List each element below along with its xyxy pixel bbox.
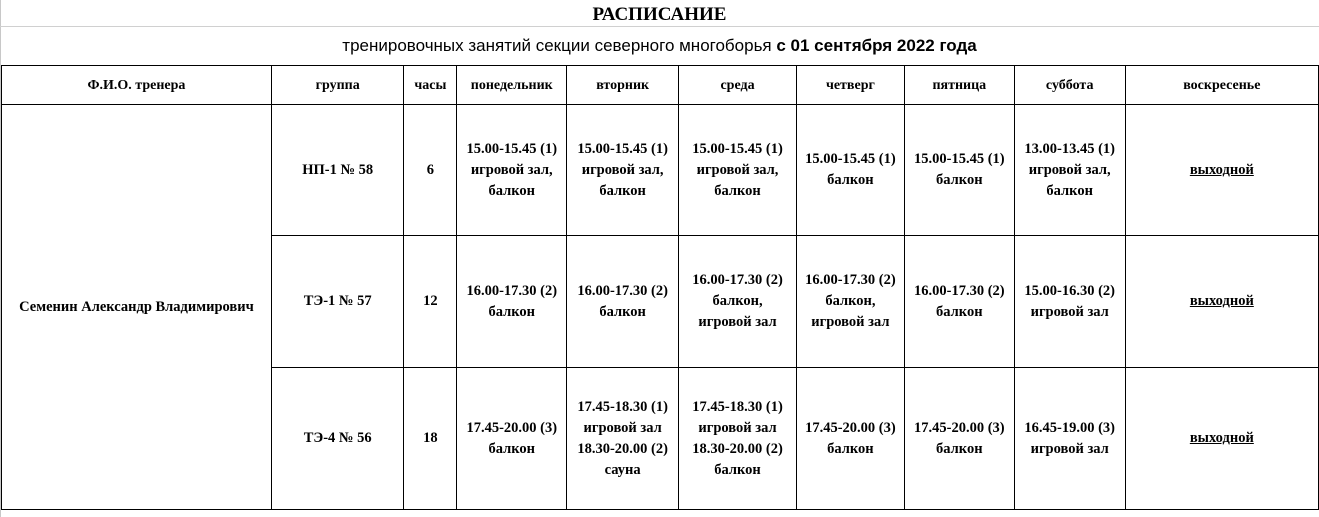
- cell-line: 15.00-16.30 (2): [1024, 282, 1115, 299]
- subtitle-plain: тренировочных занятий секции северного многоборья: [342, 36, 777, 55]
- cell-line: балкон,: [712, 293, 763, 309]
- cell-line: игровой зал,: [1028, 161, 1111, 178]
- sunday-cell: [1125, 368, 1318, 510]
- col-header-wednesday: среда: [679, 66, 797, 105]
- cell-line: сауна: [604, 461, 641, 478]
- wednesday-cell: [679, 105, 797, 236]
- cell-line: балкон: [827, 440, 874, 457]
- wednesday-cell: [679, 368, 797, 510]
- schedule-table: [1, 65, 1319, 510]
- col-header-sunday: воскресенье: [1125, 66, 1318, 105]
- hours-cell: 18: [404, 368, 457, 510]
- cell-line: 16.00-17.30 (2): [913, 282, 1005, 299]
- sunday-cell: [1125, 236, 1318, 368]
- cell-line: балкон: [1046, 182, 1093, 199]
- friday-cell: [904, 105, 1014, 236]
- day-off-label: выходной: [1189, 161, 1254, 178]
- cell-line: игровой зал,: [696, 161, 779, 178]
- cell-line: игровой зал: [698, 419, 777, 436]
- cell-line: игровой зал,: [470, 161, 553, 178]
- cell-line: 16.00-17.30 (2): [466, 282, 558, 299]
- friday-cell: [904, 368, 1014, 510]
- cell-line: балкон: [714, 182, 761, 199]
- cell-line: балкон: [599, 303, 646, 320]
- cell-line: 15.00-15.45 (1): [577, 140, 668, 157]
- cell-line: балкон,: [825, 293, 876, 309]
- title-text: РАСПИСАНИЕ: [592, 4, 727, 25]
- thursday-cell: [796, 236, 904, 368]
- page-subtitle: [0, 27, 1319, 65]
- table-row: [2, 105, 1319, 236]
- cell-line: 17.45-20.00 (3): [913, 419, 1005, 436]
- cell-line: 17.45-20.00 (3): [466, 419, 558, 436]
- cell-line: 15.00-15.45 (1): [692, 140, 783, 157]
- monday-cell: [457, 105, 567, 236]
- cell-line: игровой зал,: [581, 161, 664, 178]
- cell-line: игровой зал: [1030, 303, 1109, 320]
- cell-line: балкон: [488, 182, 536, 199]
- col-header-saturday: суббота: [1014, 66, 1125, 105]
- group-cell: НП-1 № 58: [271, 105, 403, 236]
- group-cell: ТЭ-4 № 56: [271, 368, 403, 510]
- cell-line: балкон: [714, 461, 761, 478]
- day-off-label: выходной: [1189, 293, 1254, 309]
- cell-line: 17.45-20.00 (3): [805, 419, 896, 436]
- col-header-tuesday: вторник: [567, 66, 679, 105]
- cell-line: балкон: [936, 303, 983, 320]
- saturday-cell: [1014, 368, 1125, 510]
- saturday-cell: [1014, 105, 1125, 236]
- thursday-cell: [796, 105, 904, 236]
- cell-line: балкон: [936, 172, 983, 188]
- cell-line: игровой зал: [1030, 440, 1109, 457]
- col-header-trainer: Ф.И.О. тренера: [2, 66, 272, 105]
- group-cell: ТЭ-1 № 57: [271, 236, 403, 368]
- subtitle-date: с 01 сентября 2022 года: [776, 36, 977, 55]
- tuesday-cell: [567, 236, 679, 368]
- thursday-cell: [796, 368, 904, 510]
- col-header-monday: понедельник: [457, 66, 567, 105]
- cell-line: 17.45-18.30 (1): [692, 398, 783, 415]
- tuesday-cell: [567, 105, 679, 236]
- cell-line: 16.45-19.00 (3): [1024, 419, 1115, 436]
- cell-line: балкон: [936, 440, 983, 457]
- hours-cell: 6: [404, 105, 457, 236]
- cell-line: 18.30-20.00 (2): [577, 440, 668, 457]
- cell-line: игровой зал: [698, 314, 777, 330]
- wednesday-cell: [679, 236, 797, 368]
- cell-line: 15.00-15.45 (1): [913, 151, 1005, 167]
- cell-line: 18.30-20.00 (2): [692, 440, 783, 457]
- page-title: [0, 0, 1319, 27]
- cell-line: 15.00-15.45 (1): [466, 140, 558, 157]
- cell-line: игровой зал: [583, 419, 662, 436]
- cell-line: балкон: [488, 440, 536, 457]
- col-header-group: группа: [271, 66, 403, 105]
- cell-line: 13.00-13.45 (1): [1024, 140, 1115, 157]
- col-header-thursday: четверг: [796, 66, 904, 105]
- friday-cell: [904, 236, 1014, 368]
- cell-line: балкон: [599, 182, 646, 199]
- saturday-cell: [1014, 236, 1125, 368]
- cell-line: балкон: [827, 172, 874, 188]
- trainer-name: Семенин Александр Владимирович: [2, 105, 272, 510]
- header-row: [2, 66, 1319, 105]
- tuesday-cell: [567, 368, 679, 510]
- col-header-hours: часы: [404, 66, 457, 105]
- hours-cell: 12: [404, 236, 457, 368]
- col-header-friday: пятница: [904, 66, 1014, 105]
- cell-line: 16.00-17.30 (2): [805, 272, 896, 288]
- day-off-label: выходной: [1189, 430, 1254, 446]
- cell-line: 17.45-18.30 (1): [577, 398, 668, 415]
- monday-cell: [457, 236, 567, 368]
- cell-line: балкон: [488, 303, 536, 320]
- sunday-cell: [1125, 105, 1318, 236]
- monday-cell: [457, 368, 567, 510]
- cell-line: 16.00-17.30 (2): [692, 272, 783, 288]
- cell-line: 15.00-15.45 (1): [805, 151, 896, 167]
- cell-line: 16.00-17.30 (2): [577, 282, 668, 299]
- cell-line: игровой зал: [811, 314, 890, 330]
